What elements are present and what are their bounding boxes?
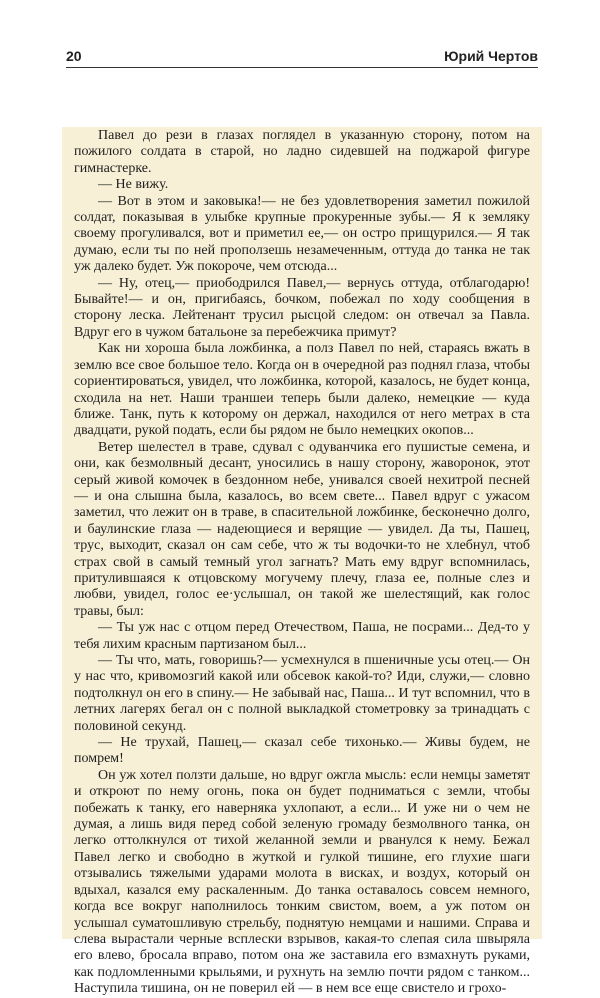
author-name: Юрий Чертов	[444, 48, 538, 64]
paragraph: — Не трухай, Пашец,— сказал себе тихонько.— Живы будем, не помрем!	[74, 735, 530, 767]
paragraph: — Ну, отец,— приободрился Павел,— вернусь оттуда, отблагодарю! Бывайте!— и он, пригибаясь, бочком, побежал по ходу сообщения в сторону леска. Лейтенант трусил рысцой следом: он отвечал за Павла. Вдруг его в чужом батальоне за перебежчика примут?	[74, 275, 530, 340]
paragraph: — Вот в этом и заковыка!— не без удовлетворения заметил пожилой солдат, показывая в улыбке крупные прокуренные зубы.— Я к земляку своему прогуливался, вот и приметил ее,— он остро прищурился.— Я так думаю, если ты по ней проползешь незамеченным, оттуда до танка не так уж далеко будет. Уж покороче, чем отсюда...	[74, 193, 530, 275]
paragraph: — Ты уж нас с отцом перед Отечеством, Паша, не посрами... Дед-то у тебя лихим красным партизаном был...	[74, 620, 530, 652]
main-text-block	[62, 127, 542, 997]
paragraph: Как ни хороша была ложбинка, а полз Павел по ней, стараясь вжать в землю все свое большое тело. Когда он в очередной раз поднял глаза, чтобы сориентироваться, увидел, что ложбинка, которой, казалось, не будет конца, сходила на нет. Наши траншеи теперь были далеко, немецкие — куда ближе. Танк, путь к которому он держал, находился от него метрах в ста двадцати, рукой подать, если бы рядом не было немецких окопов...	[74, 341, 530, 439]
paragraph: Ветер шелестел в траве, сдувал с одуванчика его пушистые семена, и они, как безмолвный десант, уносились в нашу сторону, жаворонок, этот серый живой комочек в бездонном небе, унивался своей нехитрой песней — и она слышна была, казалось, во всем свете... Павел вдруг с ужасом заметил, что лежит он в траве, в спасительной ложбинке, бесконечно долго, и баулинские глаза — надеющиеся и верящие — увидел. Да ты, Пашец, трус, выходит, сказал он сам себе, что ж ты водочки-то не хлебнул, чтоб страх свой в самый темный угол загнать? Мать ему вдруг вспомнилась, притулившаяся к отцовскому могучему плечу, глаза ее, полные слез и любви, увидел, голос ее·услышал, он такой же шелестящий, как голос травы, был:	[74, 439, 530, 619]
paragraph: Павел до рези в глазах поглядел в указанную сторону, потом на пожилого солдата в старой, но ладно сидевшей на поджарой фигуре гимнастерке.	[74, 128, 530, 176]
paragraph: Он уж хотел ползти дальше, но вдруг ожгла мысль: если немцы заметят и откроют по нему огонь, пока он будет подниматься с земли, чтобы побежать к танку, его наверняка ухлопают, а если... И уже ни о чем не думая, а лишь видя перед собой зеленую громаду безмолвного танка, он легко оттолкнулся от тихой желанной земли и рванулся к нему. Бежал Павел легко и свободно в жуткой и гулкой тишине, его глухие шаги отзывались тяжелыми ударами молота в висках, и воздух, который он вдыхал, казался ему раскаленным. До танка оставалось совсем немного, когда все вокруг наполнилось тонким свистом, воем, а уж потом он услышал суматошливую стрельбу, поднятую немцами и нашими. Справа и слева вырастали черные всплески взрывов, какая-то слепая сила швыряла его влево, бросала вправо, потом она же заставила его взмахнуть руками, как подломленными крыльями, и рухнуть на землю почти рядом с танком... Наступила тишина, он не поверил ей — в нем все еще свистело и грохо-	[74, 767, 530, 997]
text-column	[62, 127, 542, 998]
paragraph: — Ты что, мать, говоришь?— усмехнулся в пшеничные усы отец.— Он у нас что, кривомозгий какой или обсевок какой-то? Иди, служи,— словно подтолкнул он его в спину.— Не забывай нас, Паша... И тут вспомнил, что в летних лагерях бегал он с полной выкладкой стометровку за тринадцать с половиной секунд.	[74, 653, 530, 734]
page-number: 20	[66, 48, 82, 64]
running-header	[66, 44, 538, 66]
paragraph: — Не вижу.	[98, 177, 169, 193]
header-rule	[66, 67, 538, 68]
